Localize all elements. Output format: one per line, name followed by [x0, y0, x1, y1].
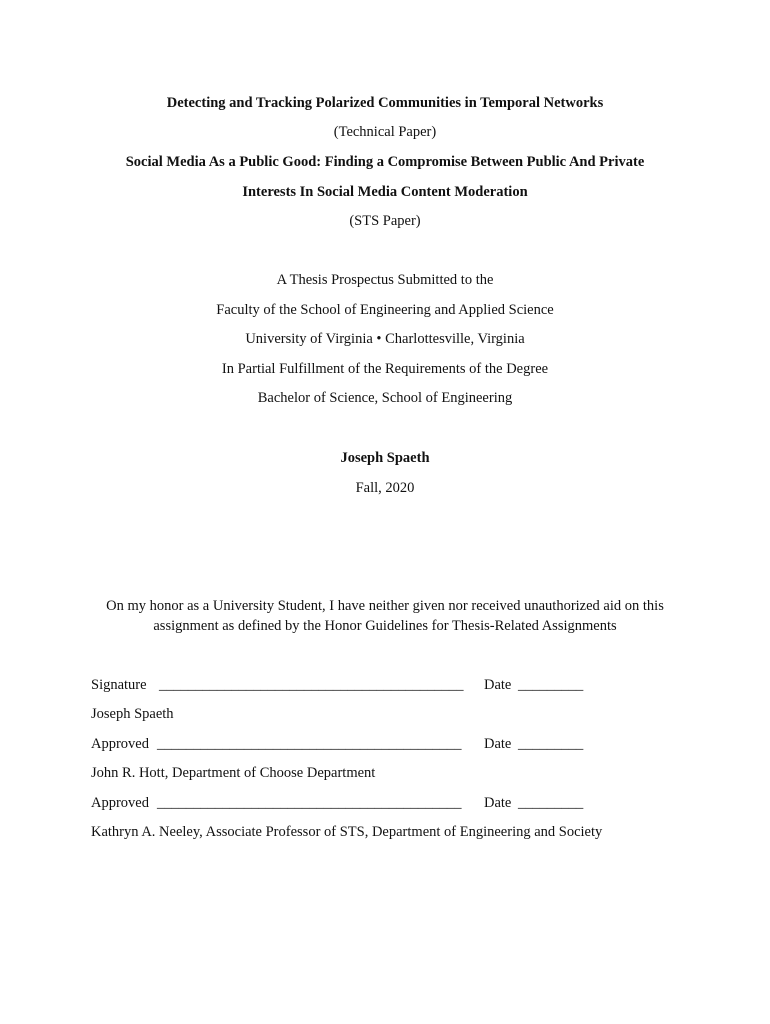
honor-pledge: [0, 596, 770, 636]
signature-label: Signature: [91, 677, 147, 693]
signature-line: __________________________________________: [159, 677, 464, 693]
signature-row: [91, 676, 691, 694]
technical-paper-title: Detecting and Tracking Polarized Communities in Temporal Networks: [166, 95, 604, 111]
submission-line-1: A Thesis Prospectus Submitted to the: [276, 272, 494, 288]
author-name: Joseph Spaeth: [340, 450, 430, 466]
approver-2-name: Kathryn A. Neeley, Associate Professor of STS, Department of Engineering and Society: [91, 824, 603, 840]
honor-pledge-line1: On my honor as a University Student, I have neither given nor received unauthorized aid on this: [106, 598, 664, 614]
technical-paper-label: (Technical Paper): [333, 124, 437, 140]
approver-1-name: John R. Hott, Department of Choose Department: [91, 765, 376, 781]
approval-row-2: [91, 794, 691, 812]
submission-line-3: University of Virginia • Charlottesville, Virginia: [245, 331, 525, 347]
submission-line-5: Bachelor of Science, School of Engineering: [257, 390, 513, 406]
approved-line-1: __________________________________________: [157, 736, 462, 752]
approval-date-label-2: Date: [484, 795, 512, 811]
approval-date-label-1: Date: [484, 736, 512, 752]
sts-paper-title-line2: Interests In Social Media Content Moderation: [242, 184, 528, 200]
approval-row-1: [91, 735, 691, 753]
submission-line-4: In Partial Fulfillment of the Requirements of the Degree: [221, 361, 549, 377]
sts-paper-label: (STS Paper): [349, 213, 421, 229]
author-term: Fall, 2020: [355, 480, 415, 496]
approved-label-2: Approved: [91, 795, 149, 811]
honor-pledge-line2: assignment as defined by the Honor Guidelines for Thesis-Related Assignments: [153, 618, 617, 634]
signer-name: Joseph Spaeth: [91, 706, 174, 722]
approval-date-line-1: _________: [518, 736, 584, 752]
approved-line-2: __________________________________________: [157, 795, 462, 811]
signature-date-line: _________: [518, 677, 584, 693]
approval-date-line-2: _________: [518, 795, 584, 811]
submission-line-2: Faculty of the School of Engineering and Applied Science: [216, 302, 554, 318]
sts-paper-title-line1: Social Media As a Public Good: Finding a Compromise Between Public And Private: [125, 154, 645, 170]
signature-date-label: Date: [484, 677, 512, 693]
approved-label-1: Approved: [91, 736, 149, 752]
